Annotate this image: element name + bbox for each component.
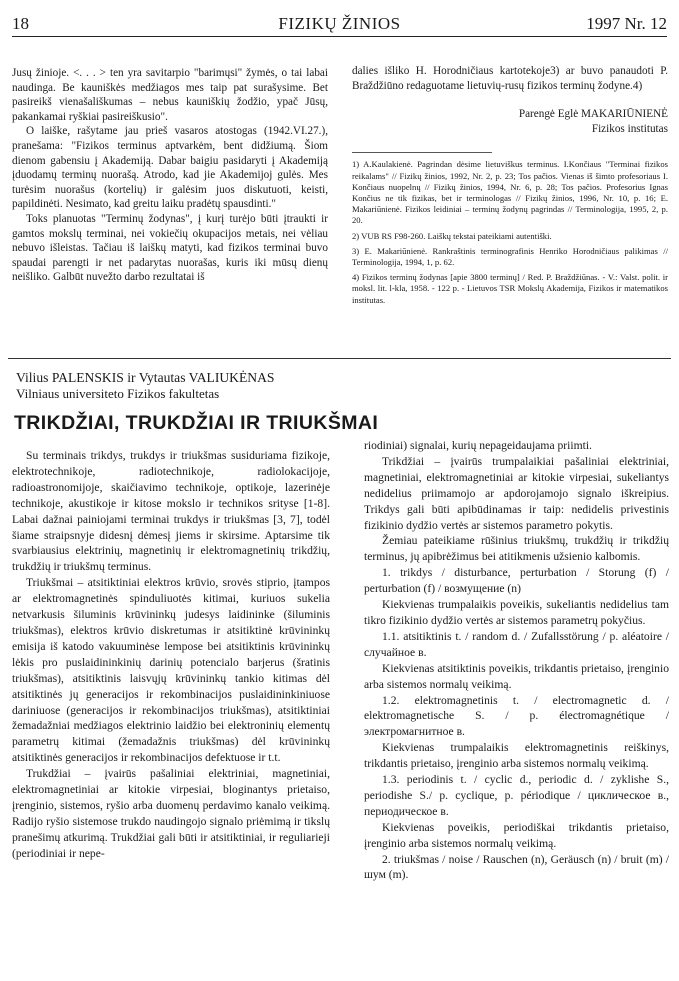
header-rule <box>12 36 667 37</box>
term-definition: Kiekvienas trumpalaikis poveikis, sukeliantis nedidelius tam tikro fizikinio dydžio vertės ar sistemos parametrų pokyčius. <box>364 598 669 627</box>
article-left-column <box>12 448 330 862</box>
term-entry: 1. trikdys / disturbance, perturbation / Storung (f) / perturbation (f) / возмущение (n) <box>364 566 669 596</box>
paragraph: riodiniai) signalai, kurių nepageidaujama priimti. <box>364 439 592 452</box>
article-authors: Vilius PALENSKIS ir Vytautas VALIUKĖNAS <box>16 370 275 385</box>
article-title: TRIKDŽIAI, TRUKDŽIAI IR TRIUKŠMAI <box>14 412 379 434</box>
page-number: 18 <box>12 14 29 33</box>
term-definition: Kiekvienas trumpalaikis elektromagnetinis reiškinys, trikdantis prietaiso, įrenginio arba sistemos normalų veikimą. <box>364 741 669 771</box>
article-affiliation: Vilniaus universiteto Fizikos fakultetas <box>16 386 220 401</box>
footnote: 4) Fizikos terminų žodynas [apie 3800 terminų] / Red. P. Braždžiūnas. - V.: Valst. polit. ir moksl. lit. l-kla, 1958. - 122 p. - Lietuvos TSR Mokslų Akademija, Fizikos ir matematikos institutas. <box>352 272 668 305</box>
journal-title: FIZIKŲ ŽINIOS <box>278 14 401 33</box>
term-definition: Kiekvienas atsitiktinis poveikis, trikdantis prietaiso, įrenginio arba sistemos normalų veikimą. <box>364 661 669 691</box>
article-right-column <box>364 438 669 883</box>
paragraph: Triukšmai – atsitiktiniai elektros krūvio, srovės stiprio, įtampos ar elektromagnetinės spinduliuotės kitimai, kuriuos sukelia netvarkusis šiluminis krūvininkų judesys laidininke (šiluminis triukšmas), elektros krūvio diskretumas ir atsitiktinė krūvininkų emisija iš katodo vakuuminėse lempose bei atsitiktinis krūvininkų lėkis pro puslaidininkinių darinių potencialo barjerus (šratinis triukšmas), atsitiktinis laisvųjų krūvininkų tankio kitimas dėl atsitiktinės jų generacijos ir rekombinacijos puslaidininkiniuose dariniuose (generacijos ir rekombinacijos triukšmas), atsitiktiniai žemadažniai medžiagos elektrinio laidžio bei elektroninių elementų parametrų kitimai (žemadažnis triukšmas) dėl krūvininkų atsitiktinės generacijos ir rekombinacijos defektuose ir t.t. <box>12 576 330 765</box>
term-entry: 1.2. elektromagnetinis t. / electromagnetic d. / elektromagnetische S. / p. électromagnétique / электромагнитное в. <box>364 693 669 739</box>
paragraph: Trikdžiai – įvairūs trumpalaikiai pašaliniai elektriniai, magnetiniai, elektromagnetiniai ar kitokie virpesiai, sukeliantys nedidelius priimamojo ar apdorojamojo signalo iškreipius. Trikdys gali būti apibūdinamas ir taip: nedidelis privestinis fizikinio dydžio vertės ar sistemos parametro pokytis. <box>364 454 669 532</box>
previous-article-left-column <box>12 66 328 285</box>
paragraph: Toks planuotas "Terminų žodynas", į kurį turėjo būti įtraukti ir gamtos mokslų terminai, nei vokiečių okupacijos metais, nei vėliau nebuvo išleistas. Tačiau iš laiškų matyti, kad fizikos terminai buvo spaudai parengti ir net padarytas nuorašas, kuris iki mūsų dienų neišliko. Galbūt nuvežto darbo rezultatai iš <box>12 212 328 284</box>
paragraph: Jusų žinioje. <. . . > ten yra savitarpio "barimųsi" žymės, o tai labai naudinga. Be kauniškės medžiagos mes taip pat surašysime. Bet pasireikš vienašališkumas – nebus kauniškių žodžio, ypač Jūsų, pakankamai ryškiai pasireiškusio". <box>12 67 328 123</box>
paragraph: Trukdžiai – įvairūs pašaliniai elektriniai, magnetiniai, elektromagnetiniai ar kitokie virpesiai, bloginantys prietaiso, įrenginio, sistemos, ryšio arba duomenų perdavimo kanalo veikimą. Radijo ryšio sistemose trukdo naudingojo signalo priėmimą ir tikslų pranešimų atkurimą. Trukdžiai gali būti ir atsitiktiniai, ir reguliarieji (periodiniai ir nepe- <box>12 767 330 860</box>
footnote-rule <box>352 152 492 153</box>
term-entry: 1.3. periodinis t. / cyclic d., periodic d. / zyklishe S., periodishe S./ p. cyclique, p. périodique / циклическое в., периодическое в. <box>364 773 669 818</box>
previous-article-right-column <box>352 64 668 310</box>
author-signature <box>352 107 668 136</box>
term-entry: 1.1. atsitiktinis t. / random d. / Zufallsstörung / p. aléatoire / случайное в. <box>364 629 669 659</box>
signature-institution: Fizikos institutas <box>591 122 668 135</box>
footnote: 2) VUB RS F98-260. Laiškų tekstai pateikiami autentiški. <box>352 230 552 241</box>
signature-name: Parengė Eglė MAKARIŪNIENĖ <box>518 108 668 121</box>
page-header <box>12 14 667 36</box>
section-divider <box>8 358 671 359</box>
paragraph: dalies išliko H. Horodničiaus kartotekoje3) ar buvo panaudoti P. Braždžiūno redaguotame lietuvių-rusų fizikos terminų žodyne.4) <box>352 65 668 92</box>
footnote: 3) E. Makariūnienė. Rankraštinis terminografinis Henriko Horodničiaus palikimas // Terminologija, 1994, 1, p. 62. <box>352 245 668 267</box>
footnote: 1) A.Kaulakienė. Pagrindan dėsime lietuviškus terminus. I.Končiaus "Terminai fizikos reikalams" // Fizikų žinios, 1992, Nr. 2, p. 23; Tos pačios. Vienas iš šimto profesoriaus I. Končiaus nuopelnų // Fizikų žinios, 1994, Nr. 6, p. 28; Tos pačios. Profesorius Ignas Končius ne tik fizikas, bet ir terminologas // Fizikų žinios, 1996, Nr. 10, p. 16; E. Makariūnienė. Fizikos leidiniai – terminų žodynų pagrindas // Terminologija, 1995, 2, p. 20. <box>352 159 668 226</box>
paragraph: O laiške, rašytame jau prieš vasaros atostogas (1942.VI.27.), pranešama: "Fizikos terminus aptvarkėm, bent didžiumą. Šiom dienom gabensiu į Akademiją. Dabar baigiu pasidaryti į Akademiją įduodamų terminų nuorašą. Atrodo, kad jie Akademijoj gulės. Mes turėsim nuorašus (kortelių) ir galėsim juos diskutuoti, keisti, papildinėti. Nesimato, kad greitu laiku pradėtų spausdinti." <box>12 125 328 211</box>
paragraph: Su terminais trikdys, trukdys ir triukšmas susiduriama fizikoje, elektrotechnikoje, radiotechnikoje, radiolokacijoje, radioastronomijoje, skaičiavimo technikoje, optikoje, lazerinėje technikoje, akustikoje ir kitose mokslo ir technikos srityse [1-8]. Labai dažnai painiojami terminai trukdys ir triukšmas [3, 7], todėl šiame straipsnyje didesnį dėmesį jiems ir skirsime. Aptarsime tik svarbiausius elektrinių, magnetinių ir elektromagnetinių trikdžių, trukdžių ir triukšmų terminus. <box>12 449 330 574</box>
term-entry: 2. triukšmas / noise / Rauschen (n), Geräusch (n) / bruit (m) / шум (m). <box>364 852 669 882</box>
term-definition: Kiekvienas poveikis, periodiškai trikdantis prietaiso, įrenginio arba sistemos normalų veikimą. <box>364 820 669 850</box>
paragraph: Žemiau pateikiame rūšinius triukšmų, trukdžių ir trikdžių terminus, jų apibrėžimus bei atitikmenis užsienio kalbomis. <box>364 534 669 564</box>
issue-number: 1997 Nr. 12 <box>586 14 667 33</box>
